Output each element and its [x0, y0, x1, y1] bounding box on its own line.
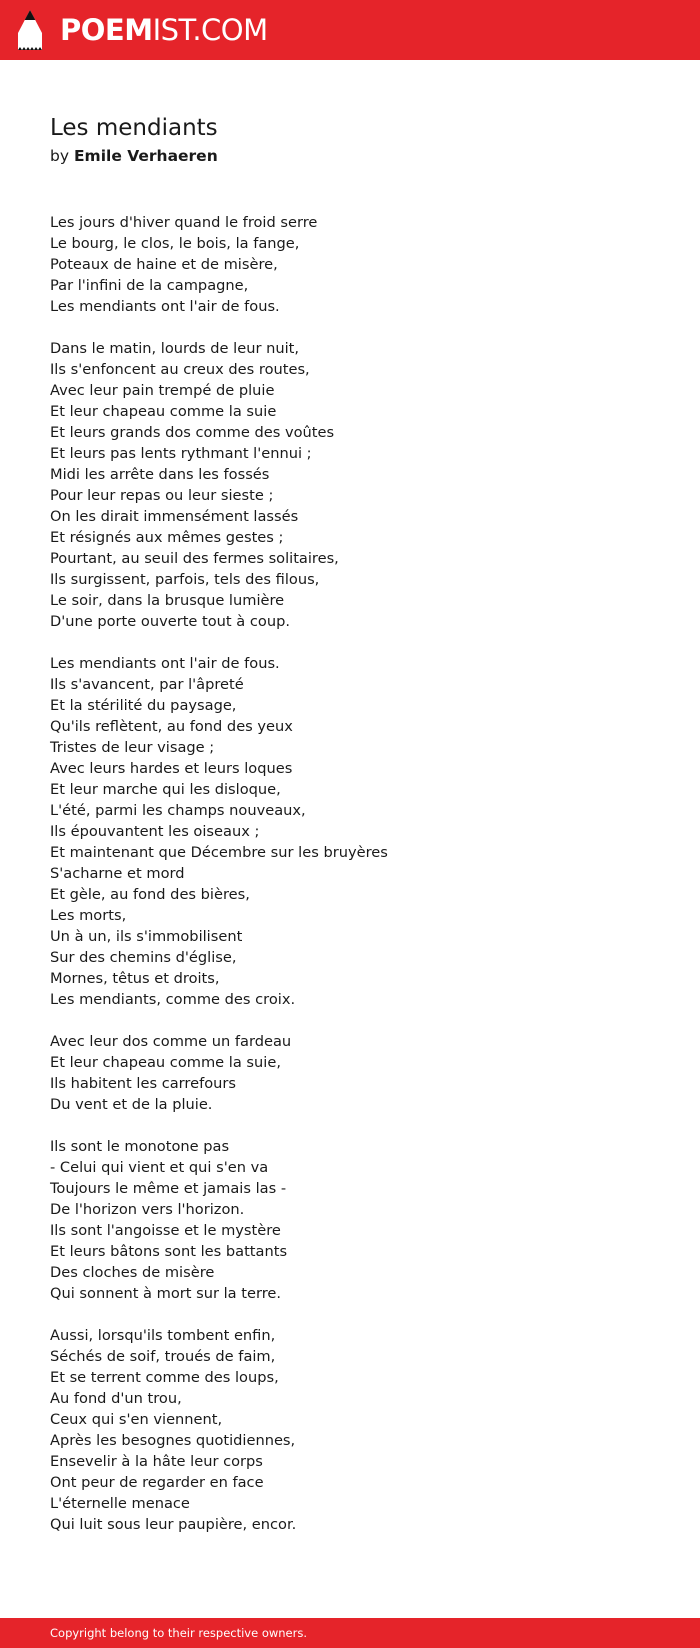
poem-line: - Celui qui vient et qui s'en va [50, 1159, 269, 1176]
poem-line: Toujours le même et jamais las - [50, 1180, 287, 1197]
pencil-icon [18, 10, 42, 50]
poem-line: Ils s'enfoncent au creux des routes, [50, 361, 310, 378]
poem-line: Sur des chemins d'église, [50, 949, 237, 966]
brand-light-text: IST.COM [152, 13, 268, 47]
poem-line: Des cloches de misère [50, 1264, 215, 1281]
poem-line: Qu'ils reflètent, au fond des yeux [50, 718, 293, 735]
poem-content [50, 112, 650, 1556]
site-brand [60, 10, 268, 50]
poem-line: Qui sonnent à mort sur la terre. [50, 1285, 282, 1302]
poem-line: Les mendiants ont l'air de fous. [50, 655, 280, 672]
poem-byline [50, 144, 650, 168]
poem-line: De l'horizon vers l'horizon. [50, 1201, 245, 1218]
poem-line: Poteaux de haine et de misère, [50, 256, 278, 273]
poem-line: Ils habitent les carrefours [50, 1075, 236, 1092]
poem-line: Et la stérilité du paysage, [50, 697, 237, 714]
poem-line: Pourtant, au seuil des fermes solitaires, [50, 550, 339, 567]
poem-line: Un à un, ils s'immobilisent [50, 928, 243, 945]
poem-line: S'acharne et mord [50, 865, 185, 882]
poem-line: On les dirait immensément lassés [50, 508, 299, 525]
poem-line: Le soir, dans la brusque lumière [50, 592, 285, 609]
poem-stanza [50, 1031, 650, 1115]
poem-line: Séchés de soif, troués de faim, [50, 1348, 276, 1365]
poem-line: Dans le matin, lourds de leur nuit, [50, 340, 300, 357]
site-footer [0, 1618, 700, 1648]
poem-line: Tristes de leur visage ; [50, 739, 215, 756]
site-header [0, 0, 700, 60]
poem-line: Du vent et de la pluie. [50, 1096, 213, 1113]
poem-line: Midi les arrête dans les fossés [50, 466, 270, 483]
poem-line: L'été, parmi les champs nouveaux, [50, 802, 306, 819]
by-label: by [50, 147, 70, 165]
poem-line: Ils épouvantent les oiseaux ; [50, 823, 260, 840]
poem-line: Avec leur dos comme un fardeau [50, 1033, 292, 1050]
poem-line: Et gèle, au fond des bières, [50, 886, 250, 903]
poem-line: Ensevelir à la hâte leur corps [50, 1453, 263, 1470]
poem-line: Et leur chapeau comme la suie, [50, 1054, 281, 1071]
poem-line: Ceux qui s'en viennent, [50, 1411, 223, 1428]
poem-line: Et leurs pas lents rythmant l'ennui ; [50, 445, 312, 462]
poem-line: Ils surgissent, parfois, tels des filous, [50, 571, 320, 588]
poem-line: Et leurs bâtons sont les battants [50, 1243, 288, 1260]
poem-line: Les mendiants ont l'air de fous. [50, 298, 280, 315]
poem-line: Et leur marche qui les disloque, [50, 781, 281, 798]
poem-stanza [50, 212, 650, 317]
poem-author: Emile Verhaeren [73, 147, 218, 165]
poem-line: Ils sont le monotone pas [50, 1138, 230, 1155]
poem-title: Les mendiants [50, 115, 218, 141]
poem-line: Les morts, [50, 907, 127, 924]
site-logo-link[interactable] [18, 10, 268, 50]
poem-stanza [50, 338, 650, 632]
poem-line: Ont peur de regarder en face [50, 1474, 264, 1491]
poem-line: Et se terrent comme des loups, [50, 1369, 279, 1386]
poem-stanza [50, 653, 650, 1010]
poem-line: Et résignés aux mêmes gestes ; [50, 529, 284, 546]
poem-line: D'une porte ouverte tout à coup. [50, 613, 290, 630]
poem-line: Le bourg, le clos, le bois, la fange, [50, 235, 300, 252]
poem-line: Ils s'avancent, par l'âpreté [50, 676, 244, 693]
poem-line: Les jours d'hiver quand le froid serre [50, 214, 318, 231]
poem-line: Les mendiants, comme des croix. [50, 991, 296, 1008]
poem-stanza [50, 1325, 650, 1535]
poem-line: Pour leur repas ou leur sieste ; [50, 487, 274, 504]
poem-line: Aussi, lorsqu'ils tombent enfin, [50, 1327, 276, 1344]
poem-stanza [50, 1136, 650, 1304]
copyright-notice: Copyright belong to their respective owners. [50, 1626, 308, 1640]
poem-line: Par l'infini de la campagne, [50, 277, 249, 294]
poem-body [50, 212, 650, 1535]
poem-line: Au fond d'un trou, [50, 1390, 182, 1407]
poem-line: Avec leur pain trempé de pluie [50, 382, 275, 399]
brand-strong-text: POEM [60, 13, 153, 47]
poem-line: L'éternelle menace [50, 1495, 190, 1512]
poem-line: Qui luit sous leur paupière, encor. [50, 1516, 297, 1533]
poem-line: Et maintenant que Décembre sur les bruyères [50, 844, 388, 861]
poem-line: Et leur chapeau comme la suie [50, 403, 277, 420]
poem-line: Ils sont l'angoisse et le mystère [50, 1222, 281, 1239]
poem-line: Après les besognes quotidiennes, [50, 1432, 296, 1449]
poem-line: Mornes, têtus et droits, [50, 970, 220, 987]
poem-line: Et leurs grands dos comme des voûtes [50, 424, 335, 441]
poem-line: Avec leurs hardes et leurs loques [50, 760, 293, 777]
